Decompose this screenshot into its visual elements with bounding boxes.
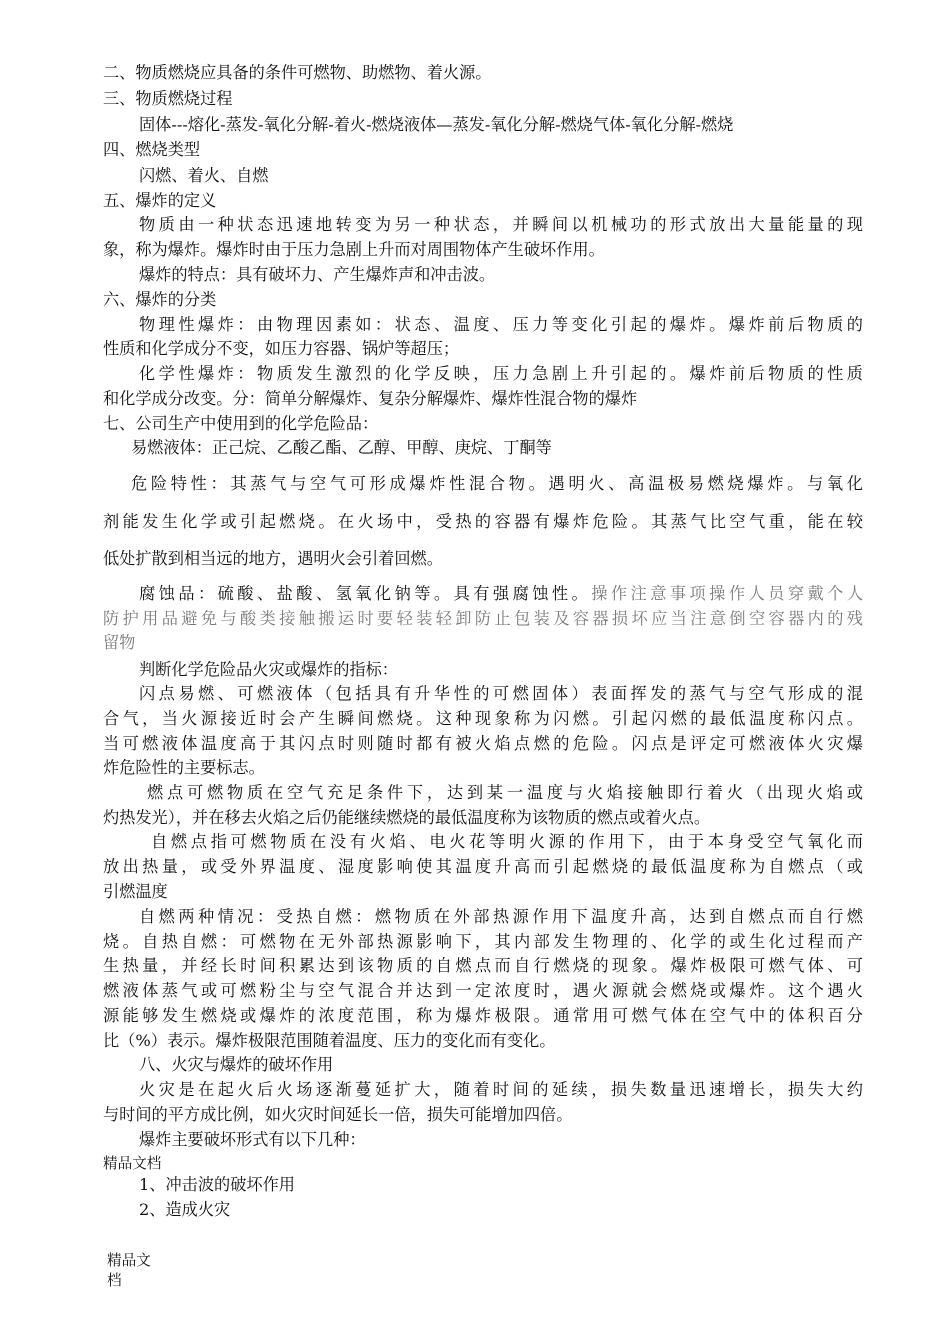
flash-point-line: 闪点易燃、可燃液体（包括具有升华性的可燃固体）表面挥发的蒸气与空气形成的混 [139, 684, 863, 703]
chemical-explosion-line: 化学性爆炸：物质发生激烈的化学反映，压力急剧上升引起的。爆炸前后物质的性质 [139, 364, 863, 383]
explosion-definition-line: 物质由一种状态迅速地转变为另一种状态，并瞬间以机械功的形式放出大量能量的现 [139, 215, 863, 234]
explosion-damage-heading: 爆炸主要破坏形式有以下几种： [139, 1130, 366, 1149]
combustion-types: 闪燃、着火、自燃 [139, 166, 269, 185]
explosion-definition-line: 象，称为爆炸。爆炸时由于压力急剧上升而对周围物体产生破坏作用。 [103, 240, 605, 259]
list-item-1: 1、冲击波的破坏作用 [139, 1175, 295, 1194]
heading-3: 三、物质燃烧过程 [103, 89, 233, 108]
heading-4: 四、燃烧类型 [103, 140, 201, 159]
watermark-text: 精品文档 [103, 1155, 162, 1172]
operation-notes-line: 留物 [103, 633, 136, 652]
corrosives-text: 腐蚀品：硫酸、盐酸、氢氧化钠等。具有强腐蚀性。 [139, 584, 592, 603]
heading-8: 八、火灾与爆炸的破坏作用 [139, 1055, 334, 1074]
hazard-line: 低处扩散到相当远的地方，遇明火会引着回燃。 [103, 549, 443, 568]
self-ignition-line: 生热量，并经长时间积累达到该物质的自燃点而自行燃烧的现象。爆炸极限可燃气体、可 [103, 956, 863, 975]
self-ignition-line: 燃液体蒸气或可燃粉尘与空气混合并达到一定浓度时，遇火源就会燃烧或爆炸。这个遇火 [103, 981, 863, 1000]
operation-notes-line: 防护用品避免与酸类接触搬运时要轻装轻卸防止包装及容器损坏应当注意倒空容器内的残 [103, 609, 863, 628]
footer-watermark: 档 [107, 1272, 122, 1289]
flash-point-line: 合气，当火源接近时会产生瞬间燃烧。这种现象称为闪燃。引起闪燃的最低温度称闪点。 [103, 709, 863, 728]
autoignition-line: 放出热量，或受外界温度、湿度影响使其温度升高而引起燃烧的最低温度称为自燃点（或 [103, 857, 863, 876]
ignition-point-line: 灼热发光），并在移去火焰之后仍能继续燃烧的最低温度称为该物质的燃点或着火点。 [103, 808, 711, 827]
flash-point-line: 炸危险性的主要标志。 [103, 758, 265, 777]
combustion-process: 固体---熔化-蒸发-氧化分解-着火-燃烧液体—蒸发-氧化分解-燃烧气体-氧化分解-燃烧 [139, 115, 734, 134]
autoignition-line: 自燃点指可燃物质在没有火焰、电火花等明火源的作用下，由于本身受空气氧化而 [151, 832, 863, 851]
indicator-heading: 判断化学危险品火灾或爆炸的指标： [139, 660, 398, 679]
autoignition-line: 引燃温度 [103, 882, 168, 901]
fire-damage-line: 火灾是在起火后火场逐渐蔓延扩大，随着时间的延续，损失数量迅速增长，损失大约 [139, 1080, 863, 1099]
flash-point-line: 当可燃液体温度高于其闪点时则随时都有被火焰点燃的危险。闪点是评定可燃液体火灾爆 [103, 734, 863, 753]
physical-explosion-line: 性质和化学成分不变，如压力容器、锅炉等超压； [103, 339, 460, 358]
fire-damage-line: 与时间的平方成比例，如火灾时间延长一倍，损失可能增加四倍。 [103, 1105, 573, 1124]
heading-2: 二、物质燃烧应具备的条件可燃物、助燃物、着火源。 [103, 63, 492, 82]
heading-6: 六、爆炸的分类 [103, 290, 217, 309]
corrosives-line [139, 582, 863, 606]
physical-explosion-line: 物理性爆炸：由物理因素如：状态、温度、压力等变化引起的爆炸。爆炸前后物质的 [139, 315, 863, 334]
self-ignition-line: 比（%）表示。爆炸极限范围随着温度、压力的变化而有变化。 [103, 1031, 556, 1050]
operation-notes-text: 操作注意事项操作人员穿戴个人 [591, 584, 864, 603]
explosion-features: 爆炸的特点：具有破坏力、产生爆炸声和冲击波。 [139, 265, 496, 284]
ignition-point-line: 燃点可燃物质在空气充足条件下，达到某一温度与火焰接触即行着火（出现火焰或 [147, 783, 863, 802]
heading-5: 五、爆炸的定义 [103, 191, 217, 210]
footer-watermark: 精品文 [107, 1252, 151, 1269]
self-ignition-line: 烧。自热自燃：可燃物在无外部热源影响下，其内部发生物理的、化学的或生化过程而产 [103, 932, 863, 951]
list-item-2: 2、造成火灾 [139, 1200, 231, 1219]
hazard-line: 危险特性：其蒸气与空气可形成爆炸性混合物。遇明火、高温极易燃烧爆炸。与氧化 [131, 474, 863, 493]
self-ignition-line: 源能够发生燃烧或爆炸的浓度范围，称为爆炸极限。通常用可燃气体在空气中的体积百分 [103, 1006, 863, 1025]
heading-7: 七、公司生产中使用到的化学危险品： [103, 414, 379, 433]
hazard-line: 剂能发生化学或引起燃烧。在火场中，受热的容器有爆炸危险。其蒸气比空气重，能在较 [103, 512, 863, 531]
self-ignition-line: 自燃两种情况：受热自燃：燃物质在外部热源作用下温度升高，达到自燃点而自行燃 [139, 907, 863, 926]
flammable-liquids: 易燃液体：正己烷、乙酸乙酯、乙醇、甲醇、庚烷、丁酮等 [131, 438, 552, 457]
chemical-explosion-line: 和化学成分改变。分：简单分解爆炸、复杂分解爆炸、爆炸性混合物的爆炸 [103, 389, 638, 408]
